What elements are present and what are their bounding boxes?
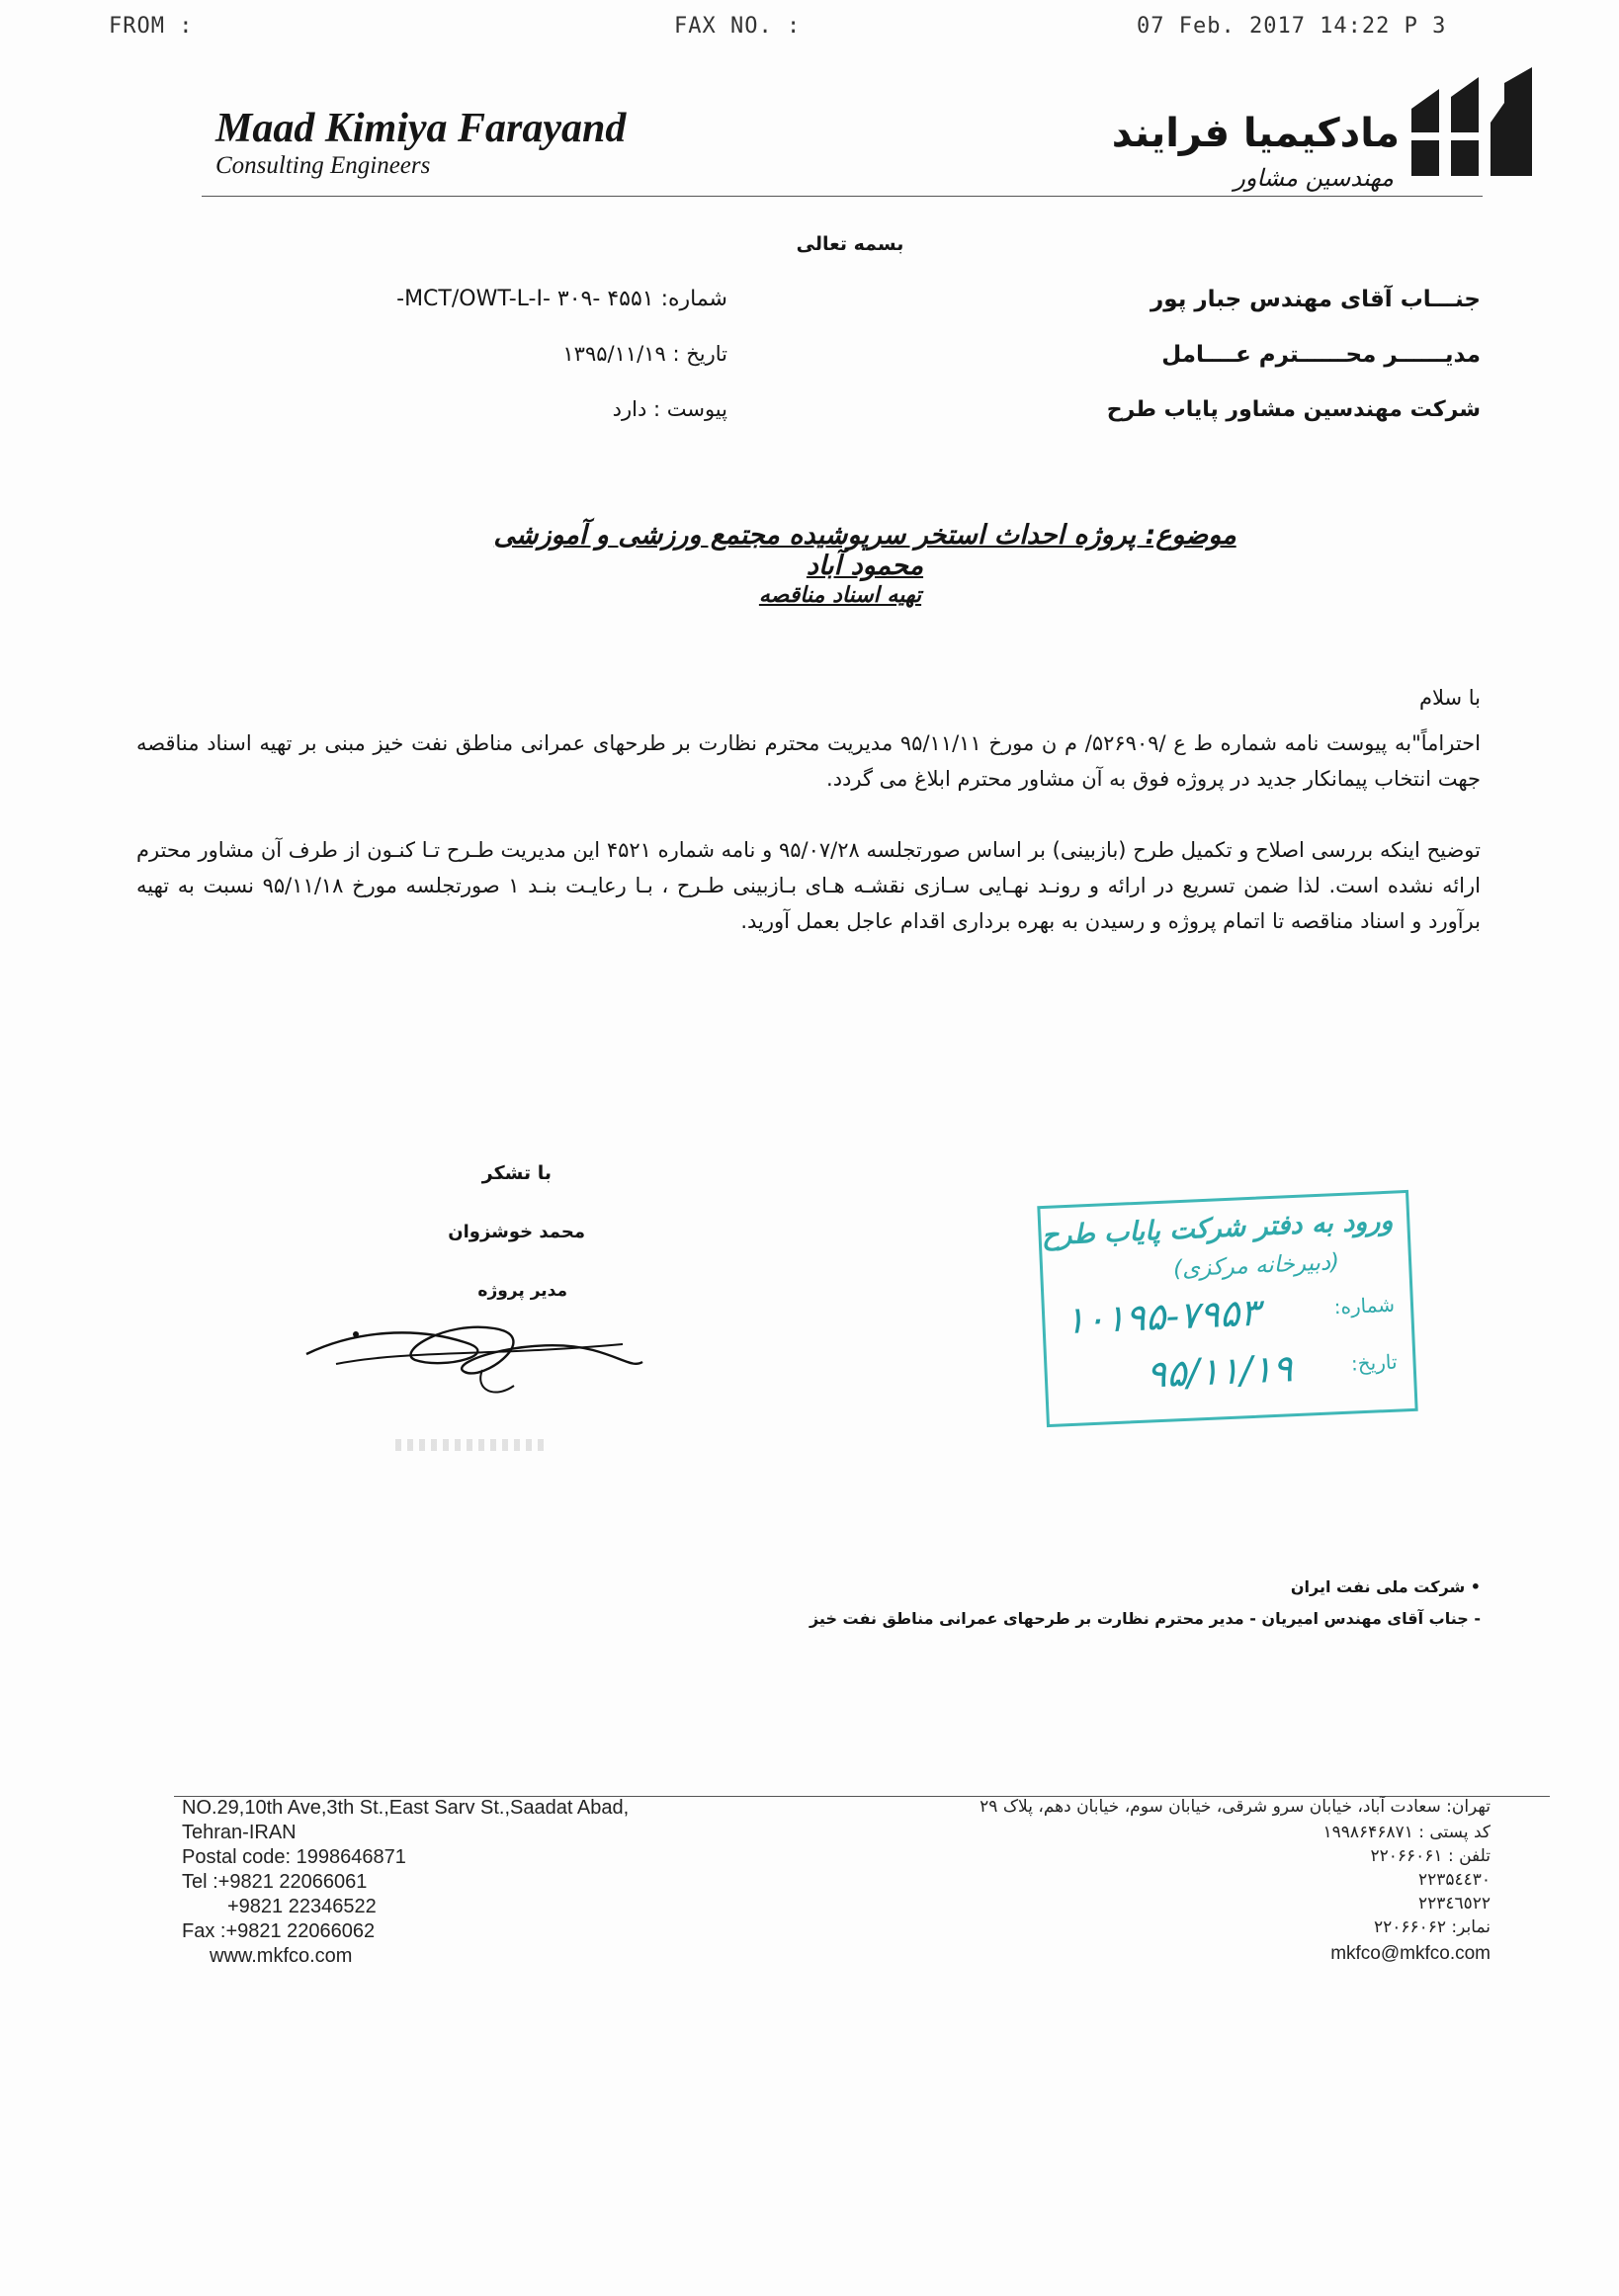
recipient-line-1: جنـــاب آقای مهندس جبار پور <box>1150 287 1481 312</box>
stamp-number-label: شماره: <box>1333 1292 1396 1319</box>
invocation: بسمه تعالی <box>796 233 904 255</box>
company-name-en: Maad Kimiya Farayand <box>215 106 627 151</box>
footer-tel-1-fa: تلفن : ۲۲۰۶۶۰۶۱ <box>1370 1846 1491 1866</box>
received-stamp <box>1037 1190 1417 1427</box>
body-paragraph-2: توضیح اینکه بررسی اصلاح و تکمیل طرح (بازبینی) بر اساس صورتجلسه ۹۵/۰۷/۲۸ و نامه شماره ۴۵۲۱ این مدیریت طـرح تـا کنـون از طرف آن مشاور محترم ارائه نشده است. لذا ضمن تسریع در ارائه و رونـد نهـایی سـازی نقشـه هـای بـازبینی طـرح ، بـا رعایـت بنـد ۱ صورتجلسه مورخ ۹۵/۱۱/۱۸ نسبت به تهیه برآورد و اسناد مناقصه تا اتمام پروژه و رسیدن به بهره برداری اقدام عاجل بعمل آورید. <box>136 838 1481 933</box>
footer-postal-fa: کد پستی : ۱۹۹۸۶۴۶۸۷۱ <box>1322 1823 1491 1842</box>
closing: با تشکر <box>481 1162 552 1184</box>
body-paragraph-1: احتراماً"به پیوست نامه شماره ط ع /۵۲۶۹۰۹/ م ن مورخ ۹۵/۱۱/۱۱ مدیریت محترم نظارت بر طرحهای عمرانی مناطق نفت خیز مبنی بر تهیه اسناد مناقصه جهت انتخاب پیمانکار جدید در پروژه فوق به آن مشاور محترم ابلاغ می گردد. <box>136 731 1481 791</box>
cc-line-1: • شرکت ملی نفت ایران <box>1290 1577 1481 1596</box>
footer-tel-3-fa: ۲۲۳٤٦٥۲۲ <box>1417 1894 1491 1913</box>
signature-scribble-icon <box>297 1291 652 1409</box>
footer-tel-2: +9821 22346522 <box>227 1896 377 1917</box>
footer-tel-2-fa: ۲۲۳۵٤٤۳۰ <box>1417 1870 1491 1890</box>
footer-fax-fa: نمابر: ۲۲۰۶۶۰۶۲ <box>1373 1917 1491 1937</box>
subject-title: موضوع: پروژه احداث استخر سرپوشیده مجتمع ورزشی و آموزشی محمود آباد <box>493 520 1236 581</box>
stamp-date-value: ۹۵/۱۱/۱۹ <box>1145 1346 1294 1397</box>
cc-line-2: - جناب آقای مهندس امیریان - مدیر محترم نظارت بر طرحهای عمرانی مناطق نفت خیز <box>809 1609 1481 1628</box>
fax-datetime: 07 Feb. 2017 14:22 P 3 <box>1137 14 1447 39</box>
fax-number: FAX NO. : <box>674 14 802 39</box>
company-logo-icon <box>1406 63 1536 182</box>
greeting: با سلام <box>1418 686 1481 710</box>
footer-address-2: Tehran-IRAN <box>182 1822 297 1843</box>
company-subtitle-fa: مهندسین مشاور <box>1234 164 1394 192</box>
letter-date: تاریخ : ۱۳۹۵/۱۱/۱۹ <box>562 342 727 366</box>
stamp-number-value: ۱۰۱۹۵-۷۹۵۳ <box>1064 1290 1261 1343</box>
company-name-fa: مادکیمیا فرایند <box>1111 111 1400 156</box>
fax-from: FROM : <box>109 14 194 39</box>
letter-number: شماره: ۴۵۵۱ -MCT/OWT-L-I- ۳۰۹- <box>396 287 727 311</box>
letter-attachment: پیوست : دارد <box>612 397 727 421</box>
company-subtitle-en: Consulting Engineers <box>215 152 431 179</box>
recipient-line-3: شرکت مهندسین مشاور پایاب طرح <box>1106 397 1481 422</box>
footer-address-1: NO.29,10th Ave,3th St.,East Sarv St.,Saadat Abad, <box>182 1797 630 1819</box>
recipient-line-2: مدیــــــر محــــــترم عــــامل <box>1161 342 1481 368</box>
subject-subtitle: تهیه اسناد مناقصه <box>758 583 922 608</box>
footer-postal: Postal code: 1998646871 <box>182 1846 406 1868</box>
footer-tel-1: Tel :+9821 22066061 <box>182 1871 368 1893</box>
footer-website[interactable]: www.mkfco.com <box>210 1945 353 1967</box>
stamp-line-1: ورود به دفتر شرکت پایاب طرح <box>1041 1205 1394 1252</box>
footer-address-fa: تهران: سعادت آباد، خیابان سرو شرقی، خیابان سوم، خیابان دهم، پلاک ۲۹ <box>980 1797 1491 1817</box>
footer-email[interactable]: mkfco@mkfco.com <box>1330 1943 1491 1964</box>
stamp-date-label: تاریخ: <box>1350 1349 1399 1376</box>
signer-title: مدیر پروژه <box>477 1281 567 1301</box>
footer-fax: Fax :+9821 22066062 <box>182 1920 376 1942</box>
signer-name: محمد خوشزوان <box>448 1222 585 1242</box>
faint-seal-trace <box>395 1439 544 1451</box>
stamp-line-2: (دبیرخانه مرکزی) <box>1172 1249 1340 1283</box>
letterhead-divider <box>202 196 1483 197</box>
